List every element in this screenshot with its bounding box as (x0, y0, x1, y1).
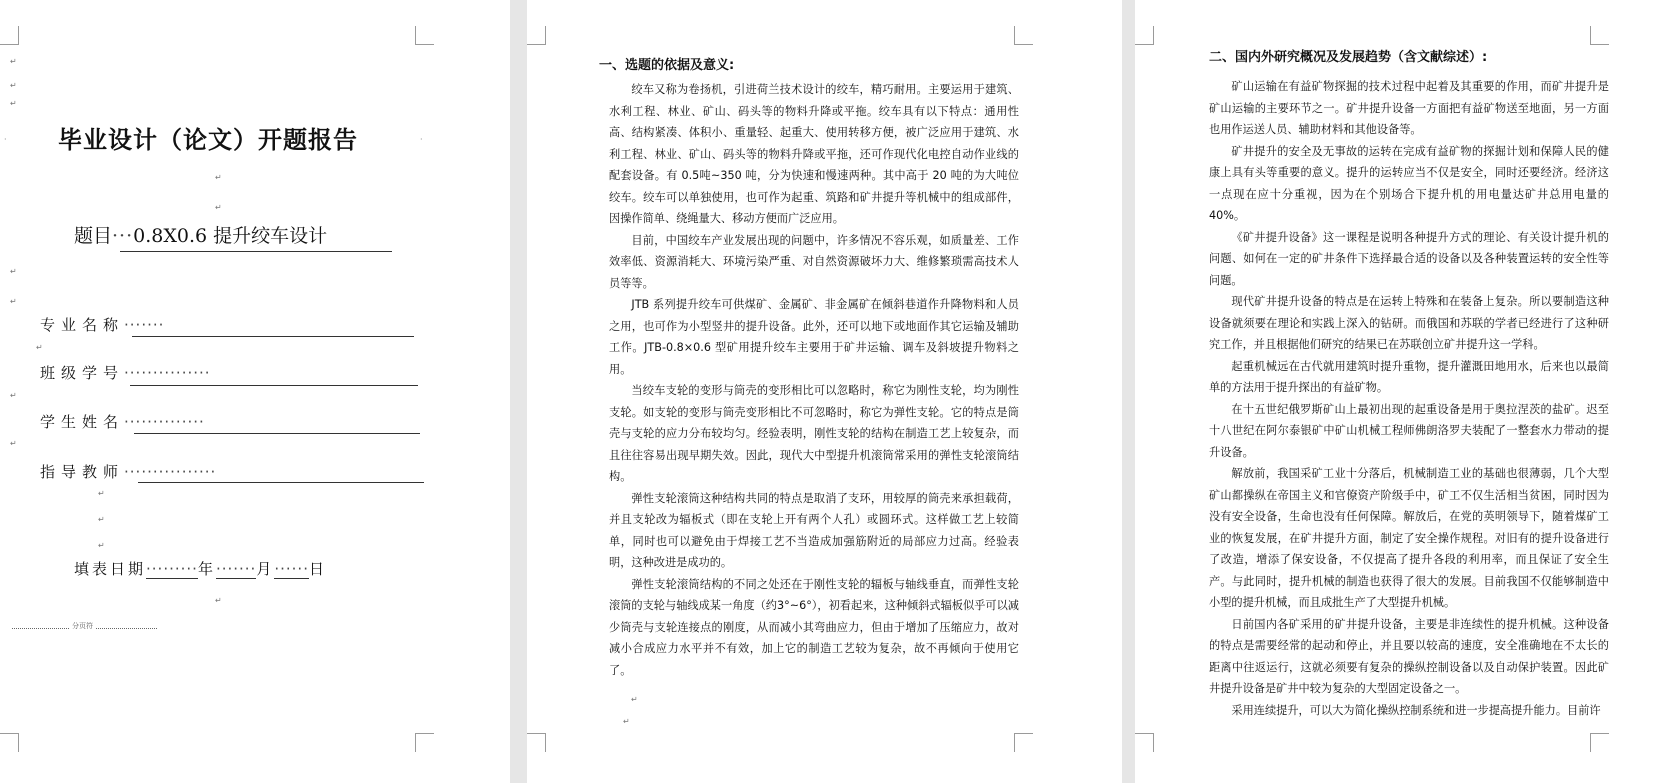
advisor-label: 指导教师 (40, 463, 125, 481)
crop-mark (1590, 733, 1609, 752)
page-break-label: 分页符 (72, 622, 93, 630)
month-blank[interactable]: ······· (215, 560, 257, 578)
paragraph: 采用连续提升，可以大为简化操纵控制系统和进一步提高提升能力。目前许 (1231, 703, 1601, 717)
topic-line-text: 题目···0.8X0.6 提升绞车设计 (74, 225, 328, 247)
class-underline[interactable] (130, 385, 418, 386)
paragraph: 目前，中国绞车产业发展出现的问题中，许多情况不容乐观，如质量差、工作效率低、资源消耗大、环境污染严重、对自然资源破坏力大、维修繁琐需高技术人员等等。 (609, 233, 1019, 290)
page-break-marker (12, 622, 157, 630)
page-2: 一、选题的依据及意义: 绞车又称为卷扬机，引进荷兰技术设计的绞车，精巧耐用。主要运用于建筑、水利工程、林业、矿山、码头等的物料升降或平拖。绞车具有以下特点：通用性高、结构紧凑、体积小、重量轻、起重大、使用转移方便，被广泛应用于建筑、水利工程、林业、矿山、码头等的物料升降或平拖，还可作现代化电控自动作业线的配套设备。有 0.5吨~350 吨，分为快速和慢速两种。其中高于 20 吨的为大吨位绞车。绞车可以单独使用，也可作为起重、筑路和矿井提升等机械中的组成部件，因操作简单、绕绳量大、移动方便而广泛应用。 目前，中国绞车产业发展出现的问题中，许多情况不容乐观，如质量差、工作效率低、资源消耗大、环境污染严重、对自然资源破坏力大、维修繁琐需高技术人员等等。 JTB 系列提升绞车可供煤矿、金属矿、非金属矿在倾斜巷道作升降物料和人员之用，也可作为小型竖井的提升设备。此外，还可以地下或地面作其它运输及辅助工作。JTB-0.8×0.6 型矿用提升绞车主要用于矿井运输、调车及斜坡提升物料之用。 当绞车支轮的变形与筒壳的变形相比可以忽略时，称它为刚性支轮，均为刚性支轮。如支轮的变形与筒壳变形相比不可忽略时，称它为弹性支轮。它的特点是筒壳与支轮的应力分布较均匀。经验表明，刚性支轮的结构在制造工艺上较复杂，而且往往容易出现早期失效。因此，现代大中型提升机滚筒常采用的弹性支轮滚筒结构。 弹性支轮滚筒这种结构共同的特点是取消了支环，用较厚的筒壳来承担载荷，并且支轮改为辐板式（即在支轮上开有两个人孔）或圆环式。这样做工艺上较简单，同时也可以避免由于焊接工艺不当造成加强筋附近的局部应力过高。经验表明，这种改进是成功的。 弹性支轮滚筒结构的不同之处还在于刚性支轮的辐板与轴线垂直，而弹性支轮滚筒的支轮与轴线成某一角度（约3°~6°），初看起来，这种倾斜式辐板似乎可以减少筒壳与支轮连接点的刚度，从而减小其弯曲应力，但由于增加了压缩应力，故对减小合成应力水平并不有效，加上它的制造工艺较为复杂，故不再倾向于使用它了。 ↵ ↵ (527, 0, 1122, 783)
crop-mark (1135, 733, 1154, 752)
crop-mark (1590, 26, 1609, 45)
paragraph: 弹性支轮滚筒这种结构共同的特点是取消了支环，用较厚的筒壳来承担载荷，并且支轮改为辐板式（即在支轮上开有两个人孔）或圆环式。这样做工艺上较简单，同时也可以避免由于焊接工艺不当造成加强筋附近的局部应力过高。经验表明，这种改进是成功的。 (609, 491, 1019, 569)
paragraph: 绞车又称为卷扬机，引进荷兰技术设计的绞车，精巧耐用。主要运用于建筑、水利工程、林业、矿山、码头等的物料升降或平拖。绞车具有以下特点：通用性高、结构紧凑、体积小、重量轻、起重大、使用转移方便，被广泛应用于建筑、水利工程、林业、矿山、码头等的物料升降或平拖，还可作现代化电控自动作业线的配套设备。有 0.5吨~350 吨，分为快速和慢速两种。其中高于 20 吨的为大吨位绞车。绞车可以单独使用，也可作为起重、筑路和矿井提升等机械中的组成部件，因操作简单、绕绳量大、移动方便而广泛应用。 (609, 83, 1019, 225)
year-label: 年 (197, 560, 216, 578)
crop-mark (1014, 733, 1033, 752)
student-label: 学生姓名 (40, 413, 125, 431)
report-title: 毕业设计（论文）开题报告 (58, 125, 358, 154)
class-label: 班级学号 (40, 364, 125, 382)
crop-mark (527, 26, 546, 45)
day-blank[interactable]: ······ (274, 560, 309, 578)
crop-mark (0, 733, 19, 752)
crop-mark (415, 733, 434, 752)
section-heading: 二、国内外研究概况及发展趋势（含文献综述）: (1209, 50, 1488, 65)
student-field: 学生姓名·············· (40, 413, 205, 431)
day-label: 日 (308, 560, 327, 578)
major-field: 专业名称······· (40, 316, 165, 334)
page-1: ↵ ↵ ↵ · · 毕业设计（论文）开题报告 ↵ ↵ 题目···0.8X0.6 提升绞车设计 ↵ ↵ 专业名称······· ↵ 班级学号··············· ↵ 学生姓名·············· ↵ 指导教师················ ↵ ↵ ↵ 填表日期·········年·······月······日 ↵ 分页符 (0, 0, 510, 783)
major-label: 专业名称 (40, 316, 125, 334)
date-label: 填表日期 (74, 560, 147, 578)
paragraph: 弹性支轮滚筒结构的不同之处还在于刚性支轮的辐板与轴线垂直，而弹性支轮滚筒的支轮与轴线成某一角度（约3°~6°），初看起来，这种倾斜式辐板似乎可以减少筒壳与支轮连接点的刚度，从而减小其弯曲应力，但由于增加了压缩应力，故对减小合成应力水平并不有效，加上它的制造工艺较为复杂，故不再倾向于使用它了。 (609, 577, 1019, 677)
year-blank[interactable]: ········· (146, 560, 198, 578)
major-underline[interactable] (132, 336, 414, 337)
paragraph: 日前国内各矿采用的矿井提升设备，主要是非连续性的提升机械。这种设备的特点是需要经常的起动和停止，并且要以较高的速度，安全准确地在不太长的距离中往返运行，这就必须要有复杂的操纵控制设备以及自动保护装置。因此矿井提升设备是矿井中较为复杂的大型固定设备之一。 (1209, 617, 1609, 695)
section-body (1209, 76, 1609, 721)
page-3 (1135, 0, 1669, 783)
class-field: 班级学号··············· (40, 364, 211, 382)
paragraph: 起重机械远在古代就用建筑时提升重物，提升灌溉田地用水，后来也以最简单的方法用于提升探出的有益矿物。 (1209, 359, 1609, 394)
paragraph: 现代矿井提升设备的特点是在运转上特殊和在装备上复杂。所以要制造这种设备就须要在理论和实践上深入的钻研。而俄国和苏联的学者已经进行了这种研究工作，并且根据他们研究的结果已在苏联创立矿井提升这一学科。 (1209, 295, 1609, 351)
topic-label: 题目 (74, 225, 113, 247)
month-label: 月 (256, 560, 275, 578)
crop-mark (415, 26, 434, 45)
fill-date (74, 558, 327, 579)
topic-underline (120, 251, 392, 252)
paragraph: 当绞车支轮的变形与筒壳的变形相比可以忽略时，称它为刚性支轮，均为刚性支轮。如支轮的变形与筒壳变形相比不可忽略时，称它为弹性支轮。它的特点是筒壳与支轮的应力分布较均匀。经验表明，刚性支轮的结构在制造工艺上较复杂，而且往往容易出现早期失效。因此，现代大中型提升机滚筒常采用的弹性支轮滚筒结构。 (609, 384, 1019, 483)
advisor-underline[interactable] (138, 482, 424, 483)
crop-mark (1014, 26, 1033, 45)
paragraph: 解放前，我国采矿工业十分落后，机械制造工业的基础也很薄弱，几个大型矿山都操纵在帝国主义和官僚资产阶级手中，矿工不仅生活相当贫困，同时因为没有安全设备，生命也没有任何保障。解放后，在党的英明领导下，随着煤矿工业的恢复发展，在矿井提升方面，制定了安全操作规程。对旧有的提升设备进行了改造，增添了保安设备，不仅提高了提升各段的利用率，而且保证了安全生产。与此同时，提升机械的制造也获得了很大的发展。目前我国不仅能够制造中小型的提升机械，而且成批生产了大型提升机械。 (1209, 467, 1609, 609)
paragraph: 《矿井提升设备》这一课程是说明各种提升方式的理论、有关设计提升机的问题、如何在一定的矿井条件下选择最合适的设备以及各种装置运转的安全性等问题。 (1209, 230, 1609, 287)
paragraph: 在十五世纪俄罗斯矿山上最初出现的起重设备是用于奥拉涅茨的盐矿。迟至十八世纪在阿尔泰银矿中矿山机械工程师佛朗洛罗夫装配了一整套水力带动的提升设备。 (1209, 402, 1609, 459)
section-body (609, 79, 1019, 681)
student-underline[interactable] (134, 433, 420, 434)
crop-mark (0, 26, 19, 45)
paragraph: 矿井提升的安全及无事故的运转在完成有益矿物的探掘计划和保障人民的健康上具有头等重要的意义。提升的运转应当不仅是安全，同时还要经济。经济这一点现在应十分重视，因为在个别场合下提升机的用电量达矿井总用电量的40%。 (1209, 144, 1609, 222)
crop-mark (527, 733, 546, 752)
section-heading: 一、选题的依据及意义: (599, 58, 735, 73)
topic-value: 0.8X0.6 提升绞车设计 (133, 225, 328, 247)
paragraph: 矿山运输在有益矿物探掘的技术过程中起着及其重要的作用，而矿井提升是矿山运输的主要环节之一。矿井提升设备一方面把有益矿物送至地面，另一方面也用作运送人员、辅助材料和其他设备等。 (1209, 80, 1609, 136)
crop-mark (1135, 26, 1154, 45)
advisor-field: 指导教师················ (40, 463, 217, 481)
paragraph: JTB 系列提升绞车可供煤矿、金属矿、非金属矿在倾斜巷道作升降物料和人员之用，也可作为小型竖井的提升设备。此外，还可以地下或地面作其它运输及辅助工作。JTB-0.8×0.6 型矿用提升绞车主要用于矿井运输、调车及斜坡提升物料之用。 (609, 298, 1019, 376)
